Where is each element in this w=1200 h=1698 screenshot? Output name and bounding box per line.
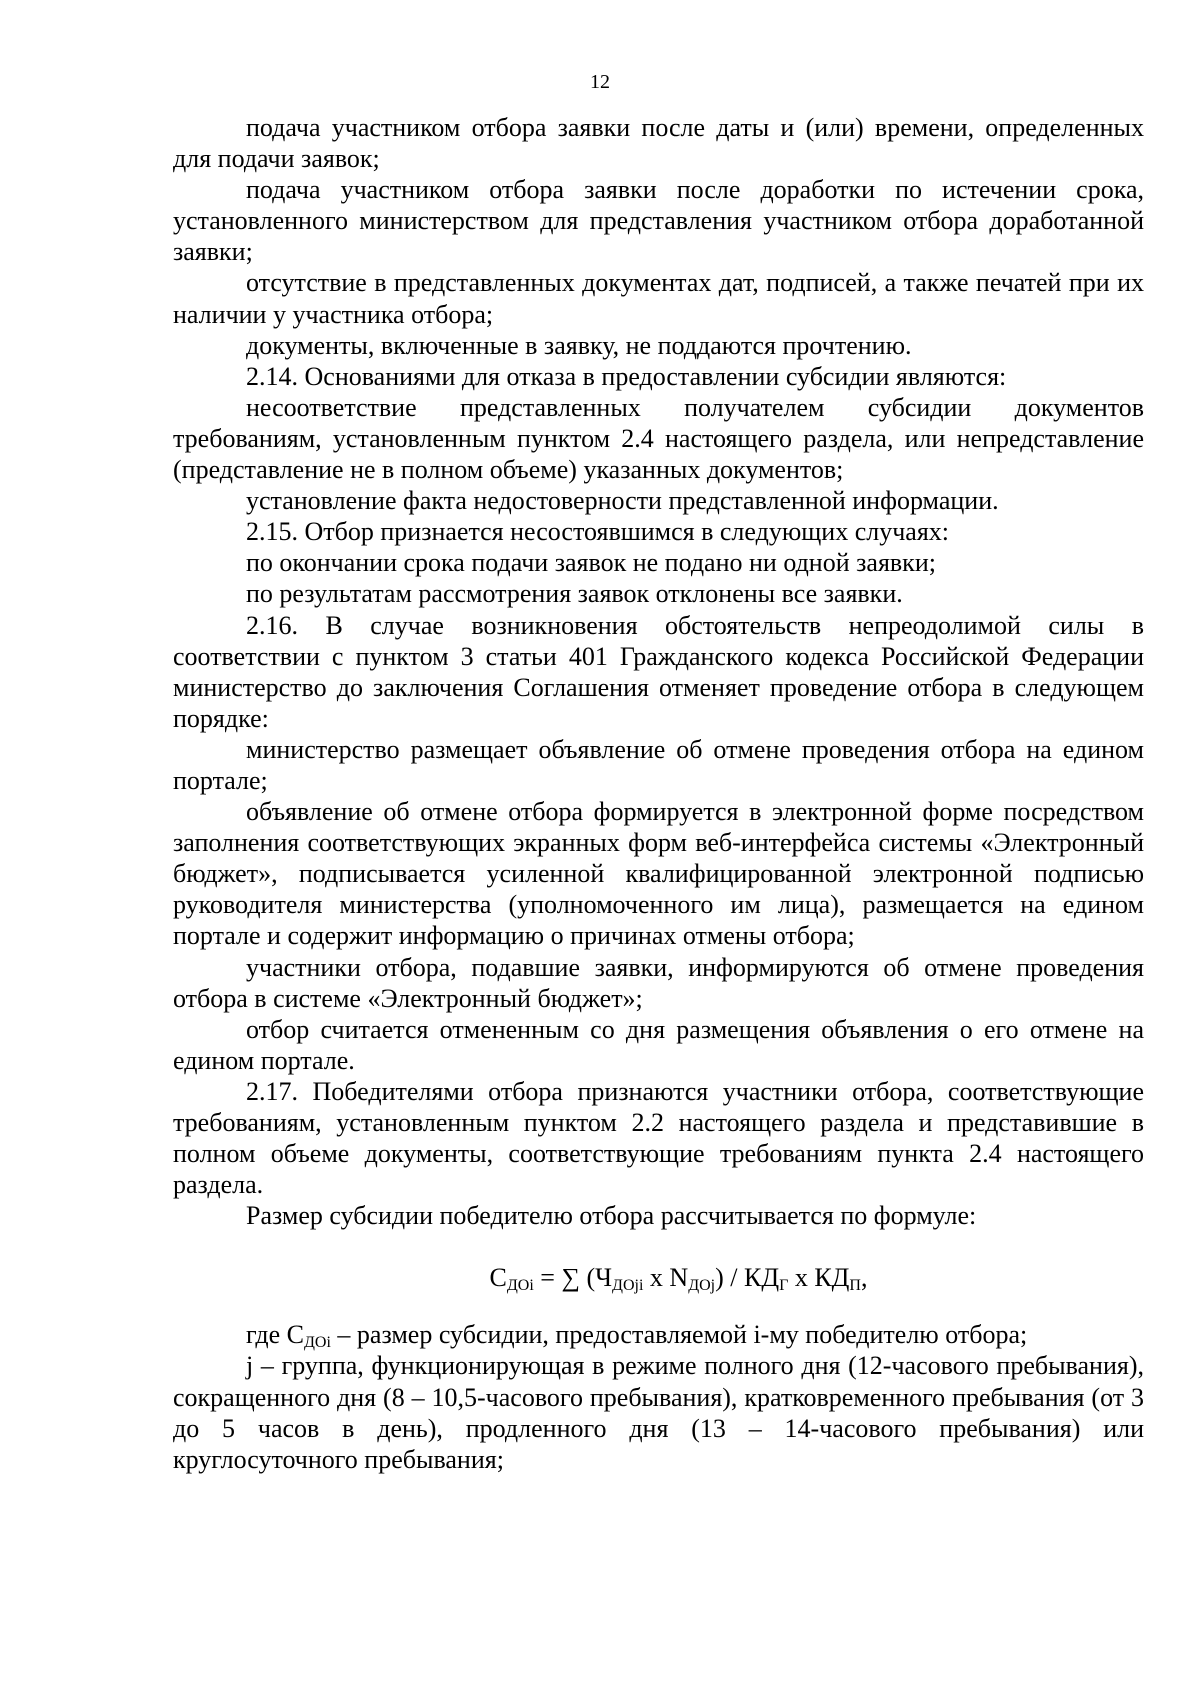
formula-times: x [643,1263,670,1293]
formula-times-kd: x КД [788,1263,850,1293]
paragraph: по окончании срока подачи заявок не подано ни одной заявки; [246,548,936,578]
formula-end: , [860,1263,868,1293]
formula-equals-sum: = ∑ ( [533,1263,596,1293]
paragraph: отсутствие в представленных документах дат, подписей, а также печатей при их наличии у участника отбора; [173,268,1144,329]
paragraph: документы, включенные в заявку, не поддаются прочтению. [246,330,912,360]
formula-ch-subscript: ДОji [612,1277,644,1295]
paragraph: по результатам рассмотрения заявок отклонены все заявки. [246,579,903,609]
formula-intro: Размер субсидии победителю отбора рассчитывается по формуле: [246,1201,977,1231]
where-prefix: где С [246,1320,304,1350]
where-subscript: ДОi [303,1334,331,1352]
formula-ch: Ч [595,1263,613,1293]
document-body [173,112,1144,1475]
formula-c-subscript: ДОi [506,1277,534,1295]
subsidy-formula [173,1262,1144,1293]
paragraph: подача участником отбора заявки после доработки по истечении срока, установленного министерством для представления участником отбора доработанной заявки; [173,175,1144,267]
paragraph: j – группа, функционирующая в режиме полного дня (12-часового пребывания), сокращенного дня (8 – 10,5-часового пребывания), кратковременного пребывания (от 3 до 5 часов в день), продленного дня (13 – 14-часового пребывания) или круглосуточного пребывания; [173,1351,1144,1474]
paragraph: установление факта недостоверности представленной информации. [246,486,999,516]
where-rest: – размер субсидии, предоставляемой i-му победителю отбора; [330,1320,1028,1350]
section-paragraph-2-14: 2.14. Основаниями для отказа в предоставлении субсидии являются: [246,361,1007,391]
formula-kdp-subscript: П [849,1277,861,1295]
paragraph: несоответствие представленных получателем субсидии документов требованиям, установленным пунктом 2.4 настоящего раздела, или непредставление (представление не в полном объеме) указанных документов; [173,392,1144,485]
formula-n-subscript: ДОj [688,1277,716,1295]
paragraph: подача участником отбора заявки после даты и (или) времени, определенных для подачи заявок; [173,113,1144,174]
formula-kdg-subscript: Г [779,1277,789,1295]
paragraph: отбор считается отмененным со дня размещения объявления о его отмене на едином портале. [173,1014,1144,1075]
formula-where-line [173,1319,1144,1350]
section-paragraph-2-15: 2.15. Отбор признается несостоявшимся в следующих случаях: [246,517,950,547]
paragraph: министерство размещает объявление об отмене проведения отбора на едином портале; [173,734,1144,795]
formula-divide-kd: ) / КД [715,1263,780,1293]
page-number: 12 [590,71,610,93]
section-paragraph-2-17: 2.17. Победителями отбора признаются участники отбора, соответствующие требованиям, установленным пунктом 2.2 настоящего раздела и представившие в полном объеме документы, соответствующие требованиям пункта 2.4 настоящего раздела. [173,1076,1144,1200]
formula-n: N [669,1263,689,1293]
formula-c: С [489,1263,507,1293]
paragraph: участники отбора, подавшие заявки, информируются об отмене проведения отбора в системе «Электронный бюджет»; [173,952,1144,1013]
paragraph: объявление об отмене отбора формируется в электронной форме посредством заполнения соответствующих экранных форм веб-интерфейса системы «Электронный бюджет», подписывается усиленной квалифицированной электронной подписью руководителя министерства (уполномоченного им лица), размещается на едином портале и содержит информацию о причинах отмены отбора; [173,797,1144,951]
section-paragraph-2-16: 2.16. В случае возникновения обстоятельств непреодолимой силы в соответствии с пунктом 3 статьи 401 Гражданского кодекса Российской Федерации министерство до заключения Соглашения отменяет проведение отбора в следующем порядке: [173,610,1144,733]
